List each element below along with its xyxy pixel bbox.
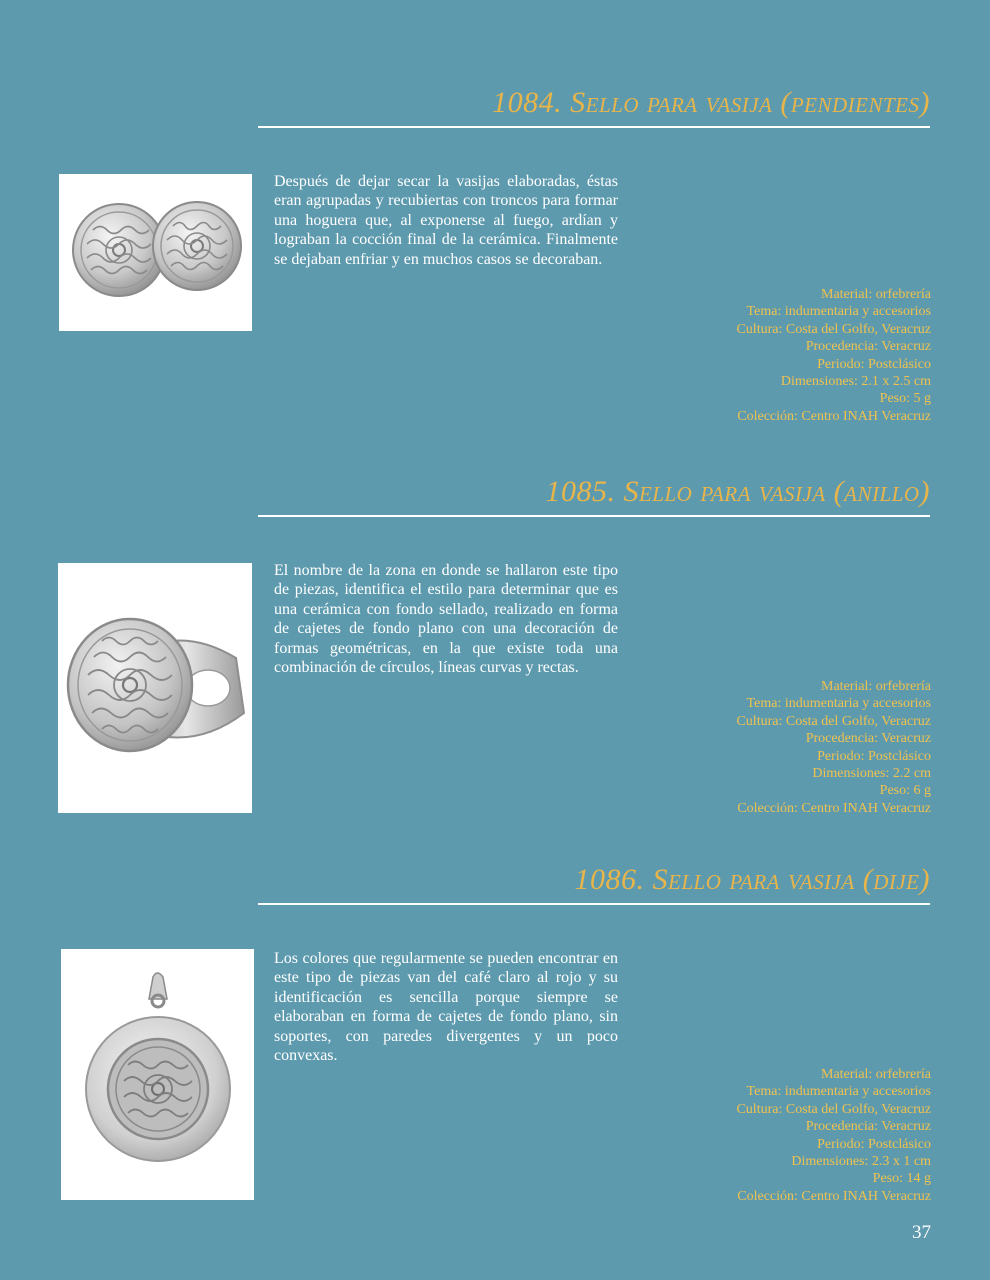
detail-procedencia: Procedencia: Veracruz: [805, 339, 931, 355]
entry-details-1085: [736, 678, 931, 817]
detail-coleccion: Colección: Centro INAH Veracruz: [737, 1188, 931, 1204]
entry-description-1086: Los colores que regularmente se pueden encontrar en este tipo de piezas van del café claro al rojo y su identificación es sencilla porque siempre se elaboraban en forma de cajetes de fondo plano, sin soportes, con paredes divergentes y un poco convexas.: [274, 950, 618, 1065]
detail-cultura: Cultura: Costa del Golfo, Veracruz: [736, 713, 931, 729]
detail-procedencia: Procedencia: Veracruz: [805, 1119, 931, 1135]
title-divider-1086: [258, 903, 930, 905]
detail-cultura: Cultura: Costa del Golfo, Veracruz: [736, 1101, 931, 1117]
detail-dimensiones: Dimensiones: 2.3 x 1 cm: [791, 1154, 931, 1170]
photo-earrings: [59, 174, 252, 331]
detail-coleccion: Colección: Centro INAH Veracruz: [737, 408, 931, 424]
entry-description-1085: El nombre de la zona en donde se hallaron este tipo de piezas, identifica el estilo para determinar que es una cerámica con fondo sellado, realizado en forma de cajetes de fondo plano con una decoración de formas geométricas, en la que existe toda una combinación de círculos, líneas curvas y rectas.: [274, 562, 618, 677]
entry-title-1085: 1085. Sello para vasija (anillo): [545, 475, 930, 508]
detail-tema: Tema: indumentaria y accesorios: [746, 696, 931, 712]
detail-dimensiones: Dimensiones: 2.1 x 2.5 cm: [780, 374, 931, 390]
title-divider-1084: [258, 126, 930, 128]
detail-procedencia: Procedencia: Veracruz: [805, 731, 931, 747]
pendant-image: [61, 949, 254, 1200]
entry-description-1084: Después de dejar secar la vasijas elaboradas, éstas eran agrupadas y recubiertas con troncos para formar una hoguera que, al exponerse al fuego, ardían y lograban la cocción final de la cerámica. Finalmente se dejaban enfriar y en muchos casos se decoraban.: [274, 173, 618, 268]
entry-details-1084: [736, 286, 931, 425]
detail-material: Material: orfebrería: [821, 287, 931, 302]
entry-title-1084: 1084. Sello para vasija (pendientes): [492, 86, 930, 119]
detail-tema: Tema: indumentaria y accesorios: [746, 1084, 931, 1100]
ring-image: [58, 563, 252, 813]
photo-ring: [58, 563, 252, 813]
detail-cultura: Cultura: Costa del Golfo, Veracruz: [736, 321, 931, 337]
detail-peso: Peso: 6 g: [879, 783, 931, 799]
detail-periodo: Periodo: Postclásico: [817, 748, 931, 764]
detail-coleccion: Colección: Centro INAH Veracruz: [737, 800, 931, 816]
detail-material: Material: orfebrería: [821, 679, 931, 694]
detail-dimensiones: Dimensiones: 2.2 cm: [812, 766, 931, 782]
detail-material: Material: orfebrería: [821, 1067, 931, 1082]
detail-peso: Peso: 14 g: [872, 1171, 931, 1187]
entry-details-1086: [736, 1066, 931, 1205]
entry-title-1086: 1086. Sello para vasija (dije): [574, 863, 930, 896]
detail-periodo: Periodo: Postclásico: [817, 356, 931, 372]
earrings-image: [59, 174, 252, 331]
detail-periodo: Periodo: Postclásico: [817, 1136, 931, 1152]
page-number: 37: [912, 1222, 931, 1243]
title-divider-1085: [258, 515, 930, 517]
detail-peso: Peso: 5 g: [879, 391, 931, 407]
detail-tema: Tema: indumentaria y accesorios: [746, 304, 931, 320]
photo-pendant: [61, 949, 254, 1200]
